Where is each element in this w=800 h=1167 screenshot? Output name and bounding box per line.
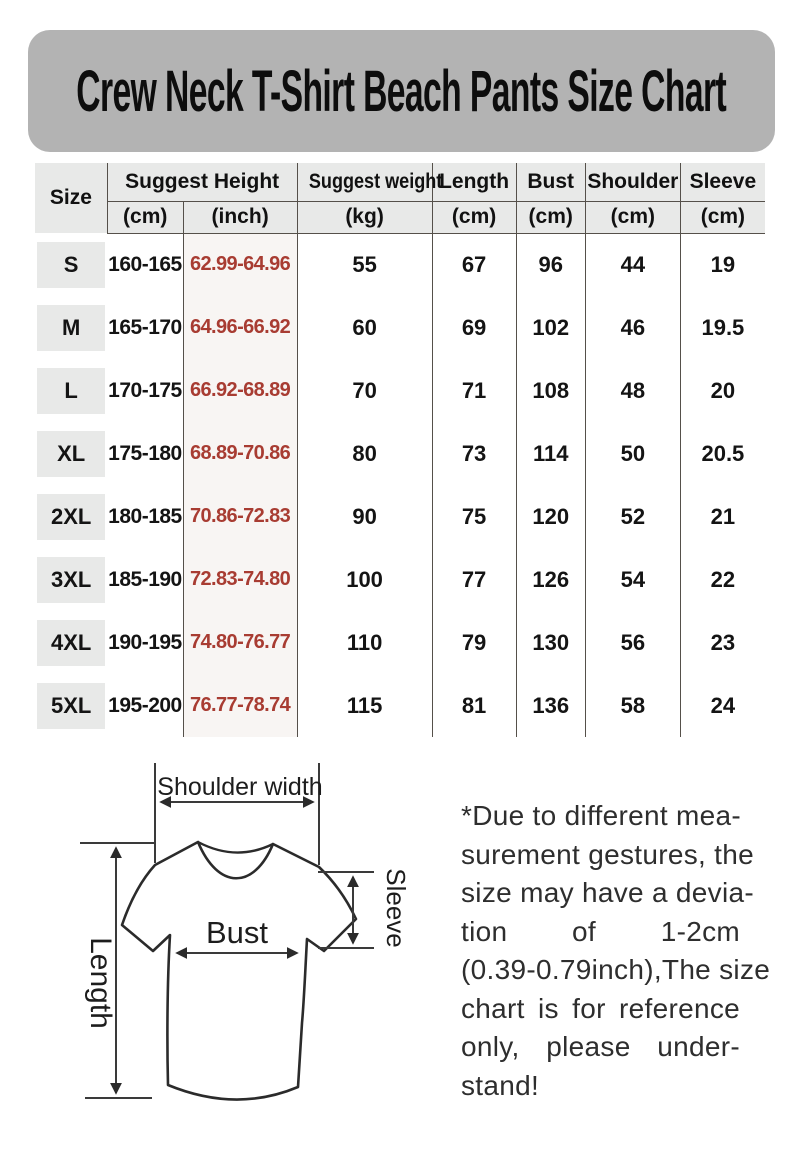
table-cell: 21 [680,485,765,548]
table-cell: 75 [432,485,516,548]
table-cell: 23 [680,611,765,674]
table-cell: 60 [297,296,432,359]
table-cell: 77 [432,548,516,611]
table-cell: 52 [585,485,680,548]
table-cell: 55 [297,233,432,296]
tshirt-diagram [40,755,440,1165]
table-cell [35,485,107,548]
header-suggest-height: Suggest Height [107,163,297,201]
table-cell: 68.89-70.86 [183,422,297,485]
table-cell: 48 [585,359,680,422]
table-cell: 170-175 [107,359,183,422]
table-cell: 110 [297,611,432,674]
unit-length-cm: (cm) [432,201,516,233]
table-cell: 195-200 [107,674,183,737]
table-cell: 54 [585,548,680,611]
header-bust: Bust [516,163,585,201]
table-cell [35,548,107,611]
disclaimer-line: (0.39-0.79inch),The size [461,954,771,985]
table-row [35,548,765,611]
table-cell: 76.77-78.74 [183,674,297,737]
disclaimer-line: *Due to different mea- [461,800,742,831]
title-banner [28,30,775,152]
table-cell: 71 [432,359,516,422]
table-cell: 72.83-74.80 [183,548,297,611]
disclaimer-line: tion of 1-2cm [461,915,740,947]
table-cell: 81 [432,674,516,737]
table-row [35,485,765,548]
table-cell: 165-170 [107,296,183,359]
unit-bust-cm: (cm) [516,201,585,233]
length-label: Length [84,937,117,1029]
table-cell: 70.86-72.83 [183,485,297,548]
table-cell: 160-165 [107,233,183,296]
table-cell: 50 [585,422,680,485]
table-cell: 62.99-64.96 [183,233,297,296]
table-cell: 120 [516,485,585,548]
table-cell: 80 [297,422,432,485]
table-cell: 19.5 [680,296,765,359]
table-cell [35,611,107,674]
header-length: Length [432,163,516,201]
table-cell: 114 [516,422,585,485]
disclaimer-text [461,797,771,1105]
disclaimer-line: only, please under- [461,1031,740,1062]
table-cell [35,674,107,737]
unit-shoulder-cm: (cm) [585,201,680,233]
table-cell [35,359,107,422]
disclaimer-line: size may have a devia- [461,877,754,908]
table-row [35,359,765,422]
table-cell: 44 [585,233,680,296]
table-cell: 130 [516,611,585,674]
table-cell: 73 [432,422,516,485]
table-cell: 22 [680,548,765,611]
header-sleeve: Sleeve [680,163,765,201]
table-cell: 180-185 [107,485,183,548]
unit-height-inch: (inch) [183,201,297,233]
size-badge: M [37,305,105,351]
shoulder-width-label: Shoulder width [157,773,323,801]
table-row [35,674,765,737]
size-badge: XL [37,431,105,477]
table-row [35,233,765,296]
size-badge: 3XL [37,557,105,603]
table-cell: 90 [297,485,432,548]
table-row [35,611,765,674]
size-badge: S [37,242,105,288]
disclaimer-line: surement gestures, the [461,838,754,870]
table-cell: 74.80-76.77 [183,611,297,674]
unit-sleeve-cm: (cm) [680,201,765,233]
table-cell: 67 [432,233,516,296]
header-suggest-weight-label: Suggest weight [308,169,442,193]
table-cell: 66.92-68.89 [183,359,297,422]
page-title: Crew Neck T-Shirt Beach Pants Size Chart [76,58,727,124]
tshirt-outline-icon [122,842,356,1100]
disclaimer-line: chart is for reference [461,992,740,1024]
header-shoulder: Shoulder [585,163,680,201]
table-body [35,233,765,737]
table-cell: 69 [432,296,516,359]
unit-weight-kg: (kg) [297,201,432,233]
size-badge: L [37,368,105,414]
header-size: Size [35,163,107,233]
table-cell: 100 [297,548,432,611]
table-cell: 96 [516,233,585,296]
size-badge: 2XL [37,494,105,540]
table-cell [35,233,107,296]
table-cell: 115 [297,674,432,737]
table-cell: 20 [680,359,765,422]
table-header [35,163,765,233]
table-cell: 136 [516,674,585,737]
size-table [35,163,765,737]
table-cell: 126 [516,548,585,611]
table-cell: 19 [680,233,765,296]
disclaimer-line: stand! [461,1069,540,1101]
bust-label: Bust [205,915,269,950]
table-cell: 102 [516,296,585,359]
table-cell: 79 [432,611,516,674]
unit-height-cm: (cm) [107,201,183,233]
header-suggest-weight [297,163,442,201]
table-cell [35,296,107,359]
sleeve-label: Sleeve [381,868,411,948]
header-row-labels [35,163,765,201]
table-cell: 175-180 [107,422,183,485]
table-cell: 24 [680,674,765,737]
table-cell: 70 [297,359,432,422]
table-cell: 46 [585,296,680,359]
header-row-units [35,201,765,233]
size-badge: 5XL [37,683,105,729]
table-cell: 108 [516,359,585,422]
table-cell [35,422,107,485]
table-row [35,296,765,359]
table-row [35,422,765,485]
table-cell: 185-190 [107,548,183,611]
table-cell: 58 [585,674,680,737]
size-badge: 4XL [37,620,105,666]
table-cell: 20.5 [680,422,765,485]
table-cell: 190-195 [107,611,183,674]
table-cell: 56 [585,611,680,674]
table-cell: 64.96-66.92 [183,296,297,359]
